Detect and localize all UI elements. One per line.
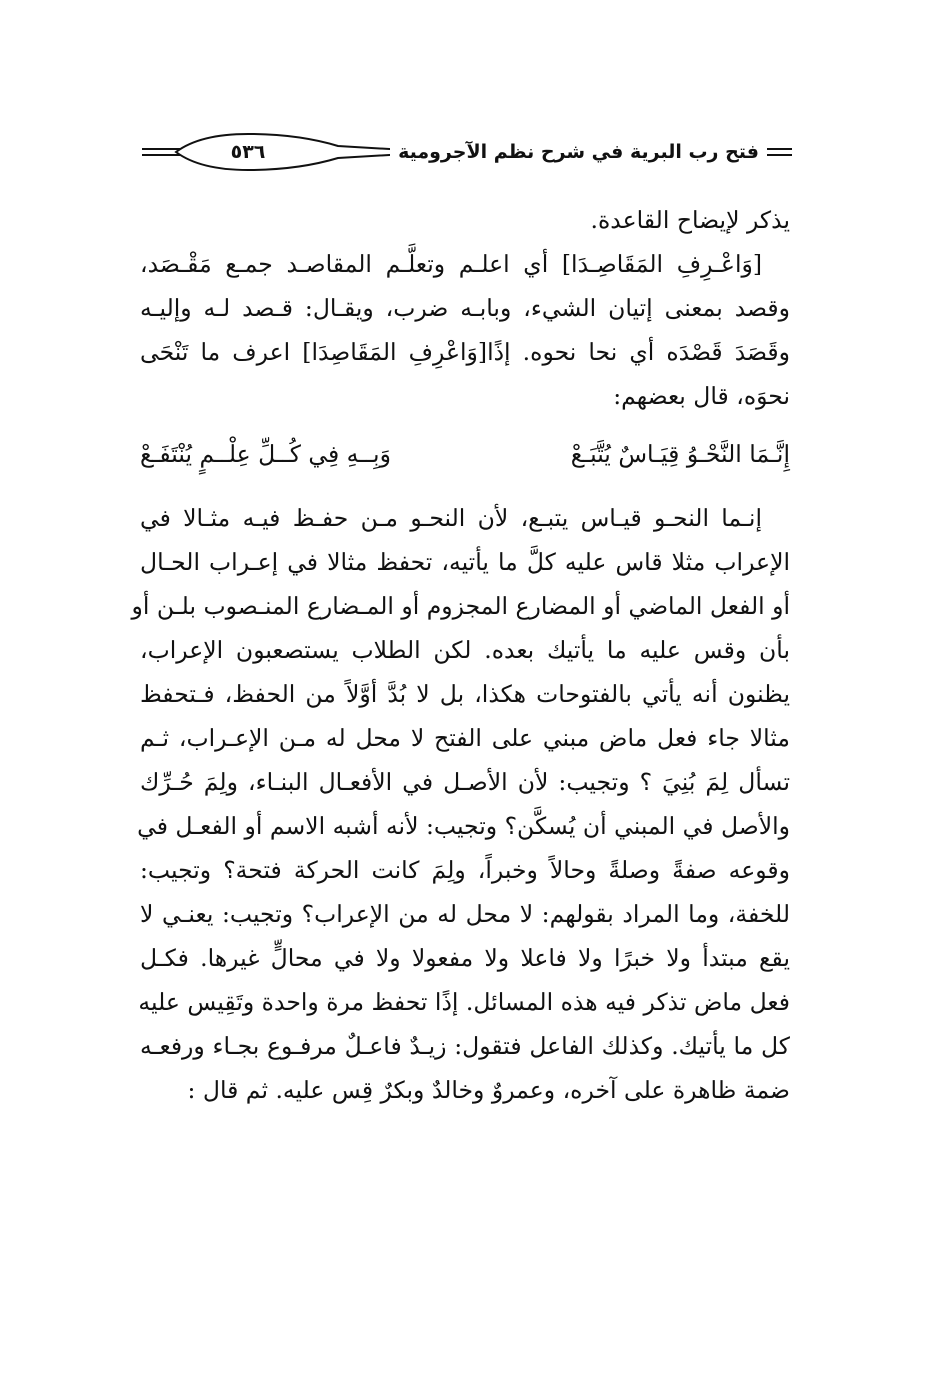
text-line: وقوعه صفةً وصلةً وحالاً وخبراً، ولِمَ كانت الحركة فتحة؟ وتجيب:: [140, 856, 790, 884]
book-title: فتح رب البرية في شرح نظم الآجرومية: [390, 138, 767, 166]
text-line: أو الفعل الماضي أو المضارع المجزوم أو المـضارع المنـصوب بلـن أو: [131, 592, 790, 620]
paragraph-intro: [140, 198, 790, 242]
text-line: الإعراب مثلا قاس عليه كلَّ ما يأتيه، تحفظ مثالا في إعـراب الحـال: [140, 548, 790, 576]
verse-second-hemistich: وَبِــهِ فِي كُــلِّ عِلْــمٍ يُنْتَفَـعْ: [140, 440, 391, 468]
text-line: كل ما يأتيك. وكذلك الفاعل فتقول: زيـدٌ فاعـلٌ مرفـوع بجـاء ورفعـه: [140, 1032, 790, 1060]
text-line: يقع مبتدأ ولا خبرًا ولا فاعلا ولا مفعولا ولا في محالٍّ غيرها. فكـل: [140, 944, 790, 972]
text-line: يذكر لإيضاح القاعدة.: [590, 206, 790, 234]
page-content: [131, 198, 790, 1112]
text-line: تسأل لِمَ بُنِيَ ؟ وتجيب: لأن الأصـل في الأفعـال البنـاء، ولِمَ حُـرِّك: [140, 768, 790, 796]
paragraph-maqasid: [140, 242, 790, 418]
running-header: [140, 128, 795, 178]
text-line: وقصد بمعنى إتيان الشيء، وبابـه ضرب، ويقـال: قـصد لـه وإليـه: [140, 294, 790, 322]
paragraph-main: [131, 496, 790, 1112]
text-line: فعل ماض تذكر فيه هذه المسائل. إذًا تحفظ مرة واحدة وتَقِيس عليه: [138, 988, 790, 1016]
page-number: ٥٣٦: [230, 141, 266, 163]
text-line: إنـما النحـو قيـاس يتبـع، لأن النحـو مـن حفـظ فيـه مثـالا في: [140, 504, 762, 532]
text-line: والأصل في المبني أن يُسكَّن؟ وتجيب: لأنه أشبه الاسم أو الفعـل في: [137, 812, 790, 840]
poetry-verse: [140, 426, 790, 486]
text-line: بأن وقس عليه ما يأتيك بعده. لكن الطلاب يستصعبون الإعراب،: [140, 636, 790, 664]
text-line: وقَصَدَ قَصْدَه أي نحا نحوه. إذًا[وَاعْرِفِ المَقَاصِدَا] اعرف ما تَنْحَى: [140, 338, 790, 366]
verse-first-hemistich: إِنَّـمَا النَّحْـوُ قِيَـاسٌ يُتَّبَـعْ: [570, 440, 790, 468]
text-line: [وَاعْـرِفِ المَقَاصِـدَا] أي اعلـم وتعلَّـم المقاصـد جمـع مَقْـصَد،: [140, 250, 762, 278]
text-line: ضمة ظاهرة على آخره، وعمروٌ وخالدٌ وبكرٌ قِس عليه. ثم قال :: [187, 1076, 790, 1104]
text-line: يظنون أنه يأتي بالفتوحات هكذا، بل لا بُدَّ أوَّلاً من الحفظ، فـتحفظ: [140, 680, 790, 708]
text-line: للخفة، وما المراد بقولهم: لا محل له من الإعراب؟ وتجيب: يعنـي لا: [140, 900, 790, 928]
text-line: نحوَه، قال بعضهم:: [613, 382, 790, 410]
text-line: مثالا جاء فعل ماض مبني على الفتح لا محل له مـن الإعـراب، ثـم: [140, 724, 790, 752]
